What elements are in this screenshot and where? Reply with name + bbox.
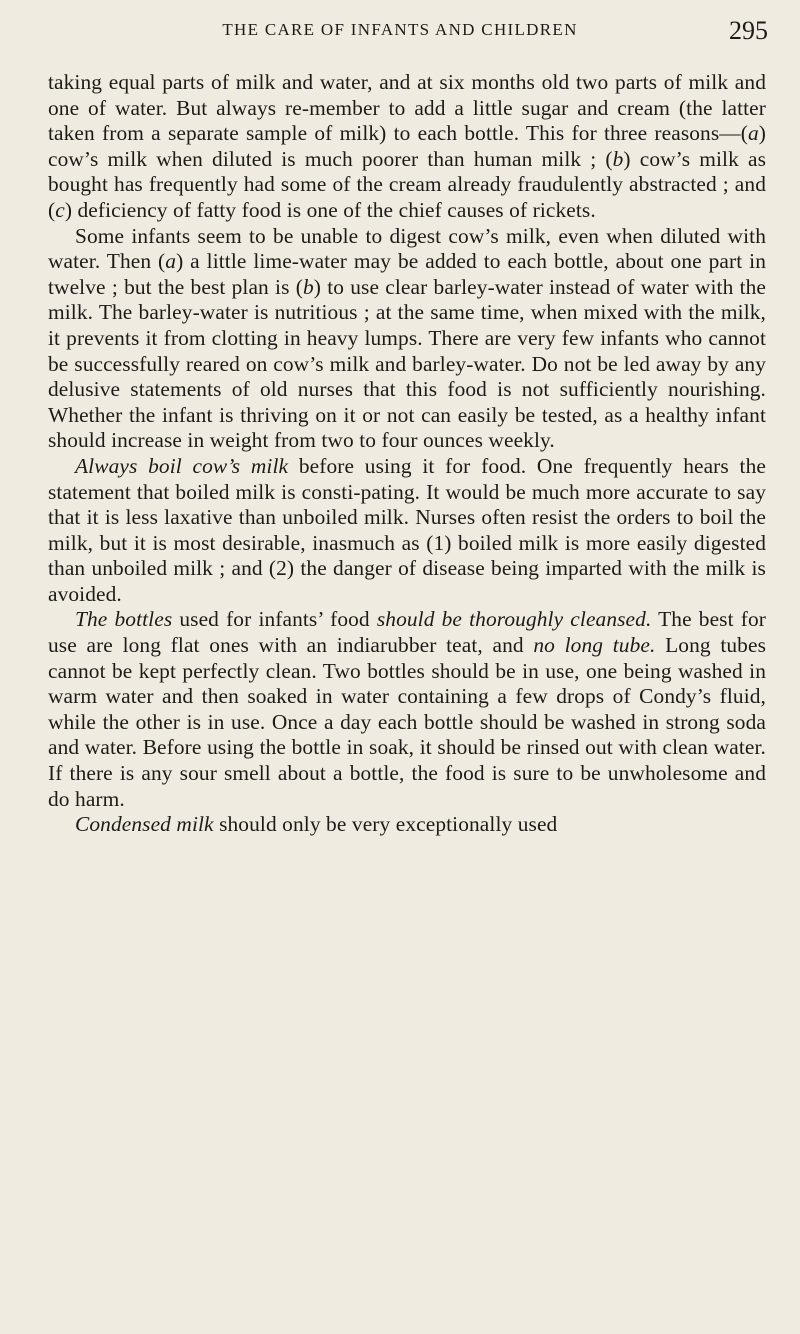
text-run: Some infants seem to be unable to digest cow’s milk, even when diluted with water. Then ( xyxy=(48,223,766,274)
text-run: before using it for food. One frequently hears the statement that boiled milk is consti-pating. It would be much more accurate to say that it is less laxative than unboiled milk. Nurses often resist the orders to boil the milk, but it is most desirable, inasmuch as (1) boiled milk is more easily digested than unboiled milk ; and (2) the danger of disease being imparted with the milk is avoided. xyxy=(48,453,766,606)
text-run: ) to use clear barley-water instead of water with the milk. The barley-water is nutritious ; at the same time, when mixed with the milk, it prevents it from clotting in heavy lumps. There are very few infants who cannot be successfully reared on cow’s milk and barley-water. Do not be led away by any delusive statements of old nurses that this food is not sufficiently nourishing. Whether the infant is thriving on it or not can easily be tested, as a healthy infant should increase in weight from two to four ounces weekly. xyxy=(48,274,766,453)
text-run: Long tubes cannot be kept perfectly clean. Two bottles should be in use, one being washed in warm water and then soaked in water containing a few drops of Condy’s fluid, while the other is in use. Once a day each bottle should be washed in strong soda and water. Before using the bottle in soak, it should be rinsed out with clean water. If there is any sour smell about a bottle, the food is sure to be unwholesome and do harm. xyxy=(48,633,766,811)
italic-run: a xyxy=(165,249,177,274)
italic-run: b xyxy=(302,274,314,299)
italic-run: c xyxy=(55,197,65,222)
page-number: 295 xyxy=(729,16,768,45)
text-run: The best for use are long flat ones with an indiarubber teat, and xyxy=(48,607,766,658)
italic-run: The bottles xyxy=(75,607,173,632)
italic-run: b xyxy=(612,146,624,171)
page-header xyxy=(0,16,800,48)
paragraph xyxy=(48,812,766,838)
running-head: THE CARE OF INFANTS AND CHILDREN xyxy=(222,20,578,39)
text-run: ) cow’s milk as bought has frequently had some of the cream already fraudulently abstracted ; and ( xyxy=(48,146,766,222)
paragraph xyxy=(48,70,766,224)
italic-run: no long tube. xyxy=(533,633,656,658)
italic-run: Always boil cow’s milk xyxy=(75,453,289,478)
italic-run: should be thoroughly cleansed. xyxy=(376,607,652,632)
paragraph xyxy=(48,607,766,812)
text-run: ) cow’s milk when diluted is much poorer than human milk ; ( xyxy=(48,121,766,171)
text-run: ) deficiency of fatty food is one of the chief causes of rickets. xyxy=(64,197,596,222)
text-run: used for infants’ food xyxy=(172,607,377,632)
body-text xyxy=(48,70,766,838)
text-run: ) a little lime-water may be added to each bottle, about one part in twelve ; but the best plan is ( xyxy=(48,249,767,299)
paragraph xyxy=(48,454,766,608)
paragraph xyxy=(48,224,766,454)
text-run: taking equal parts of milk and water, and at six months old two parts of milk and one of water. But always re-member to add a little sugar and cream (the latter taken from a separate sample of milk) to each bottle. This for three reasons—( xyxy=(48,70,766,146)
italic-run: a xyxy=(747,121,759,146)
italic-run: Condensed milk xyxy=(75,812,214,837)
text-run: should only be very exceptionally used xyxy=(213,812,558,837)
